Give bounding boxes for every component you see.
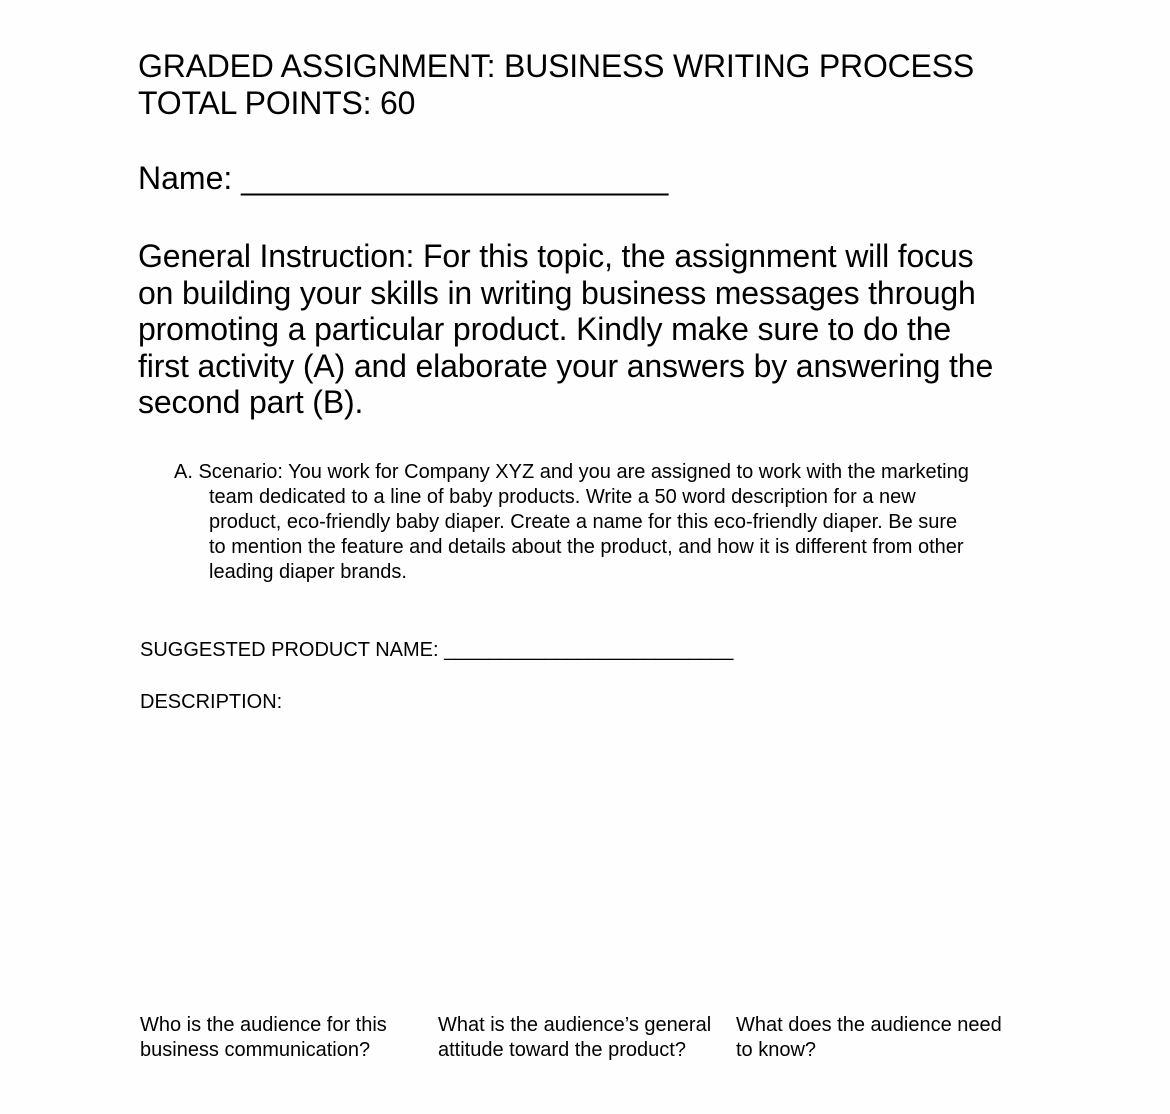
general-instruction-line: promoting a particular product. Kindly make sure to do the	[138, 311, 952, 347]
question-line: business communication?	[140, 1039, 371, 1061]
scenario-line: A. Scenario: You work for Company XYZ and you are assigned to work with the marketing	[174, 461, 969, 483]
audience-question	[140, 1013, 432, 1063]
need-to-know-question	[736, 1013, 1028, 1063]
scenario-line: leading diaper brands.	[209, 561, 407, 583]
scenario-line: product, eco-friendly baby diaper. Create a name for this eco-friendly diaper. Be sure	[209, 511, 958, 533]
question-line: What does the audience need	[736, 1014, 1002, 1036]
product-name-field[interactable]: SUGGESTED PRODUCT NAME: __________________________	[140, 639, 734, 661]
general-instruction-line: first activity (A) and elaborate your answers by answering the	[138, 347, 994, 384]
scenario-line: to mention the feature and details about the product, and how it is different from other	[209, 536, 964, 558]
question-line: What is the audience’s general	[438, 1014, 712, 1036]
name-field[interactable]: Name: ________________________	[138, 160, 669, 196]
question-line: to know?	[736, 1039, 817, 1061]
general-instruction-line: General Instruction: For this topic, the assignment will focus	[138, 238, 974, 274]
general-instruction-line: on building your skills in writing business messages through	[138, 274, 976, 311]
question-line: Who is the audience for this	[140, 1014, 387, 1036]
description-label: DESCRIPTION:	[140, 691, 283, 713]
assignment-header	[138, 48, 974, 122]
total-points: TOTAL POINTS: 60	[138, 85, 416, 121]
assignment-title: GRADED ASSIGNMENT: BUSINESS WRITING PROCESS	[138, 48, 974, 84]
general-instruction-line: second part (B).	[138, 384, 364, 420]
attitude-question	[438, 1013, 730, 1063]
scenario-line: team dedicated to a line of baby products. Write a 50 word description for a new	[209, 486, 916, 508]
general-instruction	[138, 238, 1038, 421]
question-line: attitude toward the product?	[438, 1039, 686, 1061]
scenario-item-a	[174, 460, 1034, 585]
